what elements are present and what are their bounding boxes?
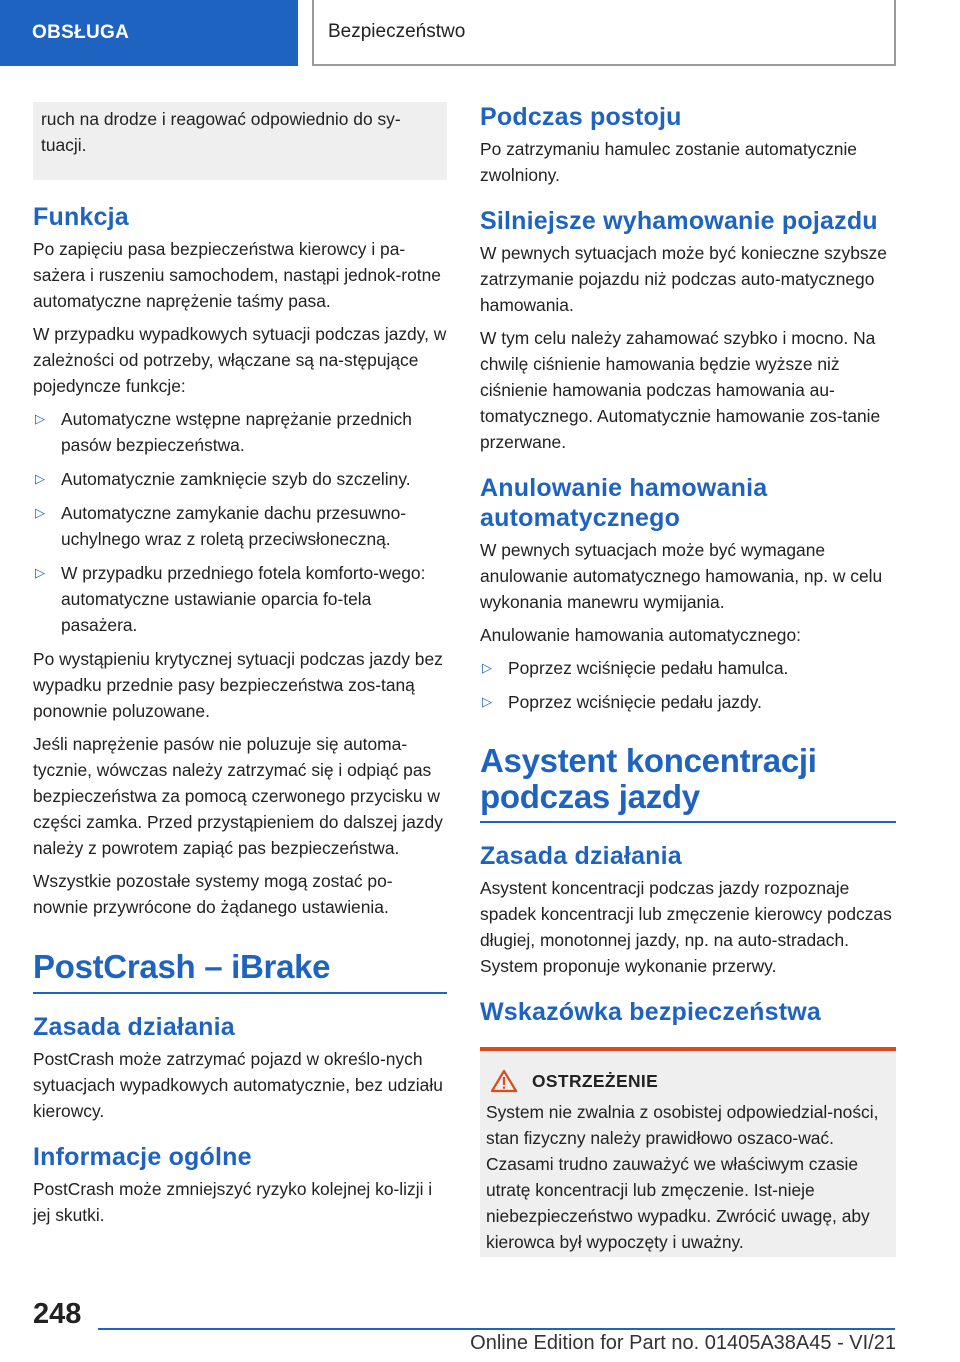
triangle-right-icon: ▷ <box>35 471 45 486</box>
paragraph: Wszystkie pozostałe systemy mogą zostać po-nownie przywrócone do żądanego ustawienia. <box>33 871 393 917</box>
heading-funkcja: Funkcja <box>33 203 129 231</box>
warning-header <box>486 1069 890 1093</box>
page-header <box>0 0 960 66</box>
list-item: ▷ W przypadku przedniego fotela komforto-wego: automatyczne ustawianie oparcia fo-tela pasażera. <box>33 560 447 638</box>
paragraph: PostCrash może zmniejszyć ryzyko kolejnej ko-lizji i jej skutki. <box>33 1179 433 1225</box>
chapter-title: Bezpieczeństwo <box>312 0 896 66</box>
warning-triangle-icon <box>490 1069 518 1093</box>
paragraph: W pewnych sytuacjach może być konieczne szybsze zatrzymanie pojazdu niż podczas auto-matycznego hamowania. <box>480 243 887 315</box>
paragraph: Po wystąpieniu krytycznej sytuacji podczas jazdy bez wypadku przednie pasy bezpieczeństwa zos-taną ponownie poluzowane. <box>33 649 443 721</box>
heading-zasada: Zasada działania <box>480 842 682 870</box>
heading-anulowanie: Anulowanie hamowania automatycznego <box>480 474 768 532</box>
heading-postcrash: PostCrash – iBrake <box>33 948 447 994</box>
list-item: ▷ Poprzez wciśnięcie pedału hamulca. <box>480 655 896 681</box>
continued-note <box>33 102 447 180</box>
list-item: ▷ Automatycznie zamknięcie szyb do szczeliny. <box>33 466 447 492</box>
heading-zasada: Zasada działania <box>33 1013 235 1041</box>
paragraph: Po zatrzymaniu hamulec zostanie automatycznie zwolniony. <box>480 139 857 185</box>
footer-divider <box>98 1328 895 1330</box>
list-item: ▷ Poprzez wciśnięcie pedału jazdy. <box>480 689 896 715</box>
section-tab: OBSŁUGA <box>0 0 298 66</box>
triangle-right-icon: ▷ <box>35 505 45 520</box>
paragraph: Jeśli naprężenie pasów nie poluzuje się automa-tycznie, wówczas należy zatrzymać się i odpiąć pas bezpieczeństwa za pomocą czerwonego przycisku w części zamka. Przed przystąpieniem do dalszej jazdy należy z powrotem zapiąć pas bezpieczeństwa. <box>33 734 443 858</box>
paragraph: W pewnych sytuacjach może być wymagane anulowanie automatycznego hamowania, np. w celu wykonania manewru wymijania. <box>480 540 883 612</box>
warning-box <box>480 1047 896 1257</box>
cancel-list <box>480 655 896 715</box>
intro-text: ruch na drodze i reagować odpowiednio do sy-tuacji. <box>41 109 401 155</box>
paragraph: PostCrash może zatrzymać pojazd w określo-nych sytuacjach wypadkowych automatycznie, bez udziału kierowcy. <box>33 1049 443 1121</box>
warning-text: System nie zwalnia z osobistej odpowiedzial-ności, stan fizyczny należy prawidłowo oszaco-wać. Czasami trudno zauważyć we właściwym czasie utratę koncentracji lub zmęczenie. Ist-nieje niebezpieczeństwo wypadku. Zwrócić uwagę, aby kierowca był wypoczęty i uważny. <box>486 1102 879 1252</box>
triangle-right-icon: ▷ <box>482 694 492 709</box>
paragraph: Anulowanie hamowania automatycznego: <box>480 625 801 645</box>
heading-silniejsze: Silniejsze wyhamowanie pojazdu <box>480 207 878 235</box>
paragraph: Po zapięciu pasa bezpieczeństwa kierowcy i pa-sażera i ruszeniu samochodem, nastąpi jednok-rotne automatyczne naprężenie taśmy pasa. <box>33 239 441 311</box>
edition-info: Online Edition for Part no. 01405A38A45 - VI/21 <box>470 1332 896 1354</box>
warning-title: OSTRZEŻENIE <box>532 1070 659 1091</box>
right-column <box>480 102 896 1257</box>
page-number: 248 <box>33 1298 82 1330</box>
paragraph: Asystent koncentracji podczas jazdy rozpoznaje spadek koncentracji lub zmęczenie kierowcy podczas długiej, monotonnej jazdy, np. na auto-stradach. System proponuje wykonanie przerwy. <box>480 878 892 976</box>
function-list <box>33 406 447 638</box>
heading-asystent: Asystent koncentracji podczas jazdy <box>480 743 896 823</box>
heading-informacje: Informacje ogólne <box>33 1143 252 1171</box>
list-item: ▷ Automatyczne zamykanie dachu przesuwno-uchylnego wraz z roletą przeciwsłoneczną. <box>33 500 447 552</box>
paragraph: W przypadku wypadkowych sytuacji podczas jazdy, w zależności od potrzeby, włączane są na-stępujące pojedyncze funkcje: <box>33 324 447 396</box>
heading-wskazowka: Wskazówka bezpieczeństwa <box>480 998 822 1026</box>
left-column <box>33 102 447 1235</box>
paragraph: W tym celu należy zahamować szybko i mocno. Na chwilę ciśnienie hamowania będzie wyższe niż ciśnienie hamowania podczas hamowania au-tomatycznego. Automatycznie hamowanie zos-tanie przerwane. <box>480 328 881 452</box>
triangle-right-icon: ▷ <box>35 411 45 426</box>
list-item: ▷ Automatyczne wstępne naprężanie przednich pasów bezpieczeństwa. <box>33 406 447 458</box>
triangle-right-icon: ▷ <box>35 565 45 580</box>
triangle-right-icon: ▷ <box>482 660 492 675</box>
heading-postoj: Podczas postoju <box>480 103 682 131</box>
